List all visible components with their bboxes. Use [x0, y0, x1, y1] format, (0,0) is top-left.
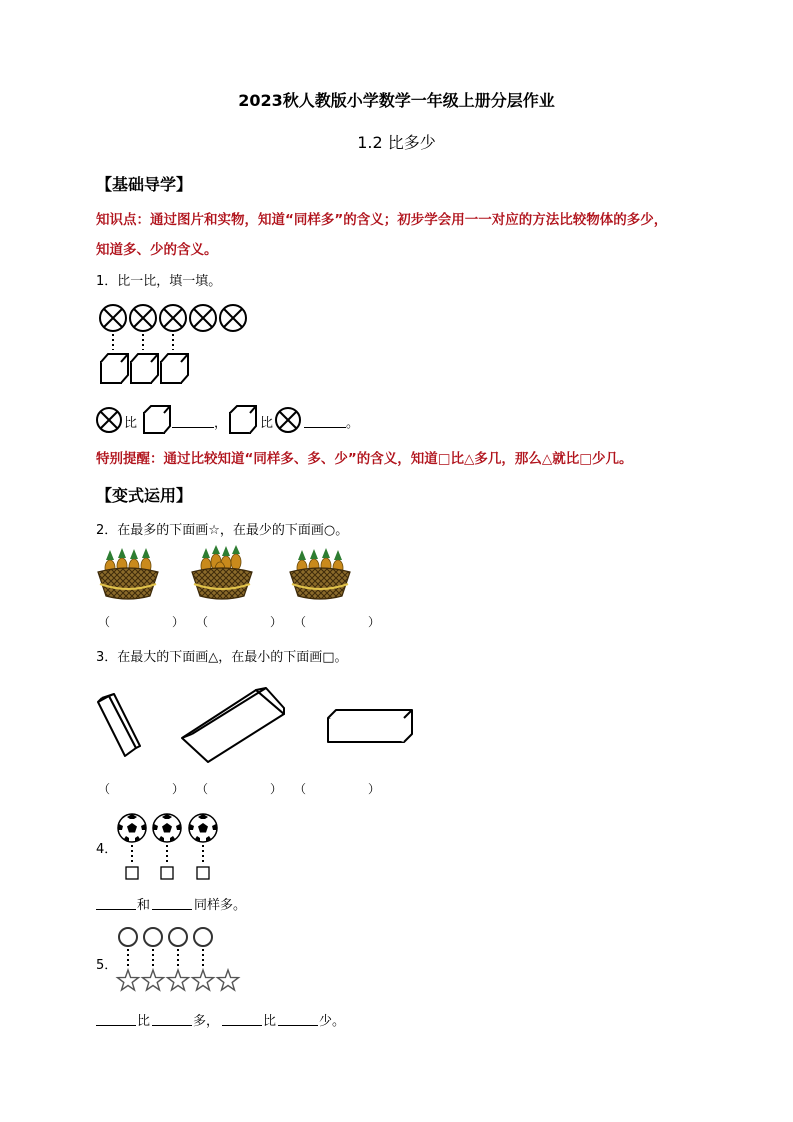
flat-prism — [328, 710, 412, 742]
q5-answer-blank-3[interactable] — [222, 1013, 262, 1026]
cubes-row — [101, 354, 188, 383]
circle-icon — [144, 928, 162, 946]
q5-compare-word-1: 比 — [137, 1014, 151, 1029]
q1-end-mark: 。 — [346, 416, 360, 431]
square-icon — [161, 867, 173, 879]
cube-icon — [101, 354, 128, 383]
q1-separator: ， — [214, 416, 228, 431]
q5-answer-blank-4[interactable] — [278, 1013, 318, 1026]
q1-answer-blank-1[interactable] — [172, 415, 214, 428]
section-heading-variant: 【变式运用】 — [96, 486, 193, 505]
q1-answer-blank-2[interactable] — [304, 415, 346, 428]
crossed-circle-icon — [160, 305, 186, 331]
cube-icon — [142, 405, 172, 435]
circles-row — [119, 928, 212, 946]
lesson-subtitle: 1.2 比多少 — [357, 133, 436, 152]
question-2-prompt: 2．在最多的下面画☆，在最少的下面画○。 — [96, 523, 349, 538]
square-icon — [197, 867, 209, 879]
q2-answer-3-close[interactable]: ） — [368, 615, 381, 629]
q2-answer-3-open: （ — [294, 615, 307, 629]
dotted-connectors — [132, 845, 203, 862]
dotted-connectors — [128, 949, 203, 968]
q4-and-word: 和 — [137, 898, 151, 913]
special-tip: 特别提醒：通过比较知道“同样多、多、少”的含义，知道□比△多几，那么△就比□少几。 — [96, 451, 633, 467]
q1-compare-word-2: 比 — [260, 416, 274, 431]
knowledge-point-line2: 知道多、少的含义。 — [96, 242, 218, 258]
star-icon — [193, 970, 214, 990]
q2-answer-1-open: （ — [98, 615, 111, 629]
large-tilted-prism — [182, 688, 284, 762]
question-5-number: 5． — [96, 958, 118, 973]
q2-answer-2-close[interactable]: ） — [270, 615, 283, 629]
question-1-prompt: 1．比一比，填一填。 — [96, 274, 222, 289]
soccer-ball-icon — [118, 814, 146, 842]
q4-answer-blank-2[interactable] — [152, 897, 192, 910]
worksheet-title: 2023秋人教版小学数学一年级上册分层作业 — [238, 91, 555, 110]
crossed-circle-icon — [100, 305, 126, 331]
q4-figure — [116, 812, 226, 884]
circle-icon — [194, 928, 212, 946]
pineapple-basket-3 — [290, 548, 350, 599]
star-icon — [143, 970, 164, 990]
q5-more-word: 多， — [193, 1014, 220, 1029]
star-icon — [218, 970, 239, 990]
crossed-circle-icon — [220, 305, 246, 331]
soccer-ball-icon — [153, 814, 181, 842]
q3-answer-2-close[interactable]: ） — [270, 782, 283, 796]
question-3-prompt: 3．在最大的下面画△，在最小的下面画□。 — [96, 650, 348, 665]
circle-icon — [169, 928, 187, 946]
knowledge-point-line1: 知识点：通过图片和实物，知道“同样多”的含义；初步学会用一一对应的方法比较物体的多少， — [96, 212, 668, 228]
q5-less-word: 少。 — [319, 1014, 346, 1029]
q2-baskets-figure — [96, 548, 366, 604]
crossed-circle-icon — [130, 305, 156, 331]
star-icon — [118, 970, 139, 990]
q1-compare-word-1: 比 — [124, 416, 138, 431]
star-icon — [168, 970, 189, 990]
q4-answer-blank-1[interactable] — [96, 897, 136, 910]
section-heading-basic: 【基础导学】 — [96, 175, 193, 194]
stars-row — [118, 970, 239, 990]
q5-answer-blank-1[interactable] — [96, 1013, 136, 1026]
pineapple-basket-2 — [192, 545, 252, 599]
q3-answer-3-open: （ — [294, 782, 307, 796]
dotted-connectors — [113, 334, 173, 350]
soccer-ball-icon — [189, 814, 217, 842]
q3-boxes-figure — [96, 686, 426, 766]
q5-compare-word-2: 比 — [263, 1014, 277, 1029]
q3-answer-2-open: （ — [196, 782, 209, 796]
q3-answer-3-close[interactable]: ） — [368, 782, 381, 796]
crossed-circles-row — [100, 305, 246, 331]
cube-icon — [131, 354, 158, 383]
tall-tilted-prism — [98, 694, 140, 756]
q2-answer-1-close[interactable]: ） — [172, 615, 185, 629]
cube-icon — [228, 405, 258, 435]
crossed-circle-icon — [96, 406, 124, 434]
q2-answer-2-open: （ — [196, 615, 209, 629]
square-icon — [126, 867, 138, 879]
cube-icon — [161, 354, 188, 383]
soccer-balls-row — [118, 814, 217, 842]
crossed-circle-icon — [190, 305, 216, 331]
q3-answer-1-close[interactable]: ） — [172, 782, 185, 796]
q3-answer-1-open: （ — [98, 782, 111, 796]
small-squares-row — [126, 867, 209, 879]
question-4-number: 4． — [96, 842, 118, 857]
q4-end-text: 同样多。 — [194, 898, 247, 913]
circle-icon — [119, 928, 137, 946]
pineapple-basket-1 — [98, 548, 158, 599]
q5-answer-blank-2[interactable] — [152, 1013, 192, 1026]
q1-figure — [98, 302, 258, 392]
crossed-circle-icon — [275, 406, 303, 434]
q5-figure — [114, 926, 244, 994]
